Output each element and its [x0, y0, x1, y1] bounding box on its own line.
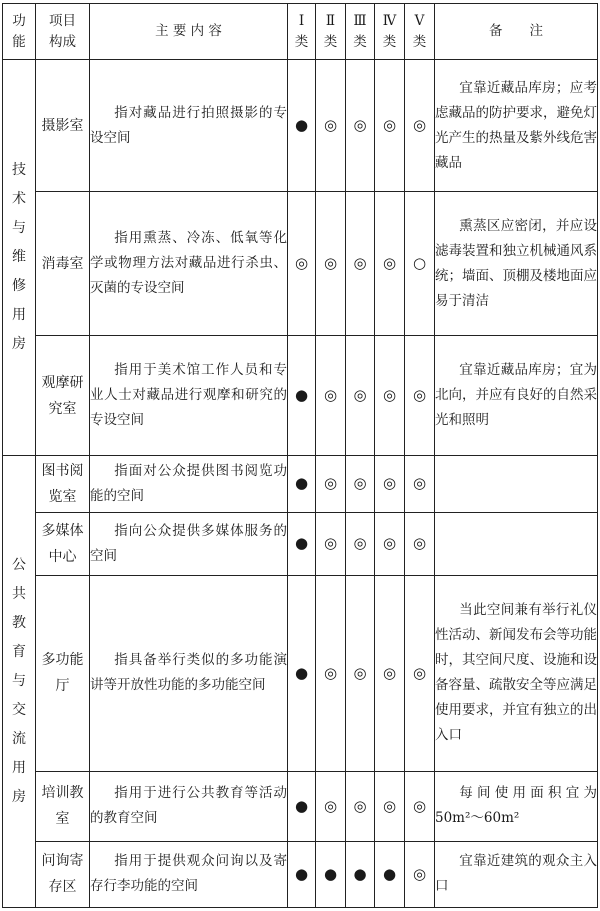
class-3-mark: ◎ — [346, 512, 375, 575]
table-row — [3, 336, 598, 456]
class-1-mark: ● — [288, 336, 316, 456]
note-cell: 熏蒸区应密闭，并应设滤毒装置和独立机械通风系统；墙面、顶棚及楼地面应易于清洁 — [435, 192, 598, 336]
header-class-5: Ⅴ 类 — [405, 4, 435, 60]
class-2-mark: ◎ — [316, 192, 346, 336]
table-row — [3, 841, 598, 907]
class-3-mark: ◎ — [346, 575, 375, 771]
class-5-mark: ◎ — [405, 456, 435, 512]
note-cell — [435, 456, 598, 512]
class-3-mark: ◎ — [346, 336, 375, 456]
class-5-mark: ◎ — [405, 60, 435, 192]
note-cell: 每间使用面积宜为50m²～60m² — [435, 771, 598, 841]
class-5-mark: ○ — [405, 192, 435, 336]
class-4-mark: ◎ — [375, 192, 405, 336]
room-composition-table — [2, 3, 598, 908]
class-5-mark: ◎ — [405, 841, 435, 907]
class-2-mark: ◎ — [316, 456, 346, 512]
content-cell: 指对藏品进行拍照摄影的专设空间 — [90, 60, 288, 192]
note-cell: 宜靠近建筑的观众主入口 — [435, 841, 598, 907]
table-row — [3, 512, 598, 575]
note-cell — [435, 512, 598, 575]
header-class-3: Ⅲ 类 — [346, 4, 375, 60]
item-cell: 问询寄存区 — [36, 841, 90, 907]
class-4-mark: ◎ — [375, 771, 405, 841]
func-group-tech: 技 术 与 维 修 用 房 — [3, 60, 36, 456]
class-1-mark: ● — [288, 771, 316, 841]
table-row — [3, 771, 598, 841]
class-4-mark: ◎ — [375, 512, 405, 575]
class-1-mark: ● — [288, 512, 316, 575]
class-3-mark: ◎ — [346, 192, 375, 336]
class-4-mark: ◎ — [375, 60, 405, 192]
note-cell: 宜靠近藏品库房；应考虑藏品的防护要求，避免灯光产生的热量及紫外线危害藏品 — [435, 60, 598, 192]
item-cell: 多功能厅 — [36, 575, 90, 771]
content-cell: 指用于进行公共教育等活动的教育空间 — [90, 771, 288, 841]
content-cell: 指具备举行类似的多功能演讲等开放性功能的多功能空间 — [90, 575, 288, 771]
class-3-mark: ◎ — [346, 60, 375, 192]
class-2-mark: ◎ — [316, 512, 346, 575]
content-cell: 指用熏蒸、冷冻、低氧等化学或物理方法对藏品进行杀虫、灭菌的专设空间 — [90, 192, 288, 336]
class-5-mark: ◎ — [405, 575, 435, 771]
class-4-mark: ◎ — [375, 575, 405, 771]
class-2-mark: ◎ — [316, 60, 346, 192]
class-2-mark: ● — [316, 841, 346, 907]
item-cell: 培训教室 — [36, 771, 90, 841]
table-row — [3, 60, 598, 192]
class-3-mark: ◎ — [346, 771, 375, 841]
header-content: 主 要 内 容 — [90, 4, 288, 60]
content-cell: 指用于提供观众问询以及寄存行李功能的空间 — [90, 841, 288, 907]
class-2-mark: ◎ — [316, 575, 346, 771]
content-cell: 指面对公众提供图书阅览功能的空间 — [90, 456, 288, 512]
header-func: 功 能 — [3, 4, 36, 60]
note-cell: 宜靠近藏品库房；宜为北向，并应有良好的自然采光和照明 — [435, 336, 598, 456]
header-item: 项目 构成 — [36, 4, 90, 60]
class-2-mark: ◎ — [316, 336, 346, 456]
item-cell: 图书阅览室 — [36, 456, 90, 512]
class-1-mark: ● — [288, 575, 316, 771]
table-row — [3, 456, 598, 512]
class-4-mark: ◎ — [375, 456, 405, 512]
content-cell: 指向公众提供多媒体服务的空间 — [90, 512, 288, 575]
item-cell: 摄影室 — [36, 60, 90, 192]
class-4-mark: ◎ — [375, 336, 405, 456]
class-1-mark: ● — [288, 456, 316, 512]
header-row — [3, 4, 598, 60]
class-3-mark: ● — [346, 841, 375, 907]
note-cell: 当此空间兼有举行礼仪性活动、新闻发布会等功能时，其空间尺度、设施和设备容量、疏散安全等应满足使用要求，并宜有独立的出入口 — [435, 575, 598, 771]
header-note: 备 注 — [435, 4, 598, 60]
class-5-mark: ◎ — [405, 771, 435, 841]
item-cell: 消毒室 — [36, 192, 90, 336]
table-row — [3, 192, 598, 336]
class-1-mark: ● — [288, 60, 316, 192]
class-5-mark: ◎ — [405, 336, 435, 456]
class-1-mark: ● — [288, 841, 316, 907]
header-class-4: Ⅳ 类 — [375, 4, 405, 60]
class-1-mark: ◎ — [288, 192, 316, 336]
item-cell: 多媒体中心 — [36, 512, 90, 575]
content-cell: 指用于美术馆工作人员和专业人士对藏品进行观摩和研究的专设空间 — [90, 336, 288, 456]
item-cell: 观摩研究室 — [36, 336, 90, 456]
class-4-mark: ● — [375, 841, 405, 907]
header-class-2: Ⅱ 类 — [316, 4, 346, 60]
table-row — [3, 575, 598, 771]
class-5-mark: ◎ — [405, 512, 435, 575]
class-3-mark: ◎ — [346, 456, 375, 512]
class-2-mark: ◎ — [316, 771, 346, 841]
header-class-1: Ⅰ 类 — [288, 4, 316, 60]
func-group-public: 公 共 教 育 与 交 流 用 房 — [3, 456, 36, 908]
